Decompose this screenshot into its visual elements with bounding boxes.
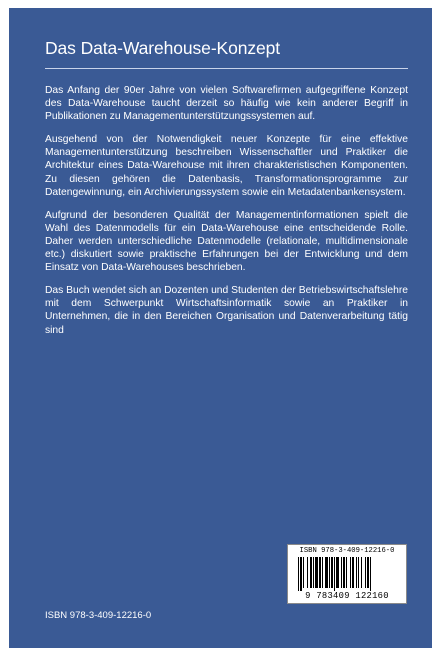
blurb-paragraph-1: Das Anfang der 90er Jahre von vielen Softwarefirmen aufgegriffene Konzept des Data-Warehouse taucht derzeit so häufig wie kein anderer Begriff in Publikationen zu Managementunterstützungssystemen auf. — [45, 85, 408, 123]
blurb-paragraph-2: Ausgehend von der Notwendigkeit neuer Konzepte für eine effektive Managementunterstützung beschreiben Wissenschaftler und Praktiker die Architektur eines Data-Warehouse mit ihren charakteristischen Komponenten. Zu diesen gehören die Datenbasis, Transformationsprogramme zur Datengewinnung, ein Archivierungssystem sowie ein Metadatenbankensystem. — [45, 134, 408, 198]
barcode-bar — [367, 557, 369, 588]
isbn-label: ISBN 978-3-409-12216-0 — [45, 610, 152, 621]
barcode-bar — [356, 557, 357, 588]
barcode-bar — [358, 557, 359, 588]
blurb — [45, 84, 408, 347]
barcode-bar — [313, 557, 314, 588]
barcode-bar — [336, 557, 339, 588]
barcode-bar — [352, 557, 354, 588]
barcode-bar — [319, 557, 321, 588]
barcode-bar — [350, 557, 351, 588]
barcode-bar — [298, 557, 299, 591]
barcode-bar — [346, 557, 347, 588]
barcode-bar — [370, 557, 371, 591]
barcode-bar — [322, 557, 323, 588]
barcode-bars — [298, 557, 398, 591]
blurb-paragraph-4: Das Buch wendet sich an Dozenten und Studenten der Betriebswirtschaftslehre mit dem Schwerpunkt Wirtschaftsinformatik sowie an Praktiker in Unternehmen, die in den Bereichen Organisation und Datenverarbeitung tätig sind — [45, 285, 408, 336]
barcode-bar — [325, 557, 328, 588]
barcode-isbn: ISBN 978-3-409-12216-0 — [299, 547, 395, 555]
barcode-bar — [329, 557, 330, 588]
barcode-bar — [300, 557, 302, 591]
barcode-bar — [331, 557, 333, 588]
barcode — [287, 544, 407, 604]
barcode-bar — [365, 557, 366, 588]
barcode-bar — [307, 557, 308, 588]
book-title: Das Data-Warehouse-Konzept — [45, 38, 281, 58]
barcode-bar — [343, 557, 345, 588]
barcode-bar — [303, 557, 304, 588]
barcode-bar — [361, 557, 362, 588]
barcode-bar — [341, 557, 342, 588]
barcode-number: 9 783409 122160 — [305, 591, 389, 601]
title-divider — [45, 68, 408, 69]
barcode-bar — [315, 557, 318, 588]
barcode-bar — [310, 557, 312, 588]
barcode-bar — [334, 557, 335, 591]
blurb-paragraph-3: Aufgrund der besonderen Qualität der Managementinformationen spielt die Wahl des Datenmodells für ein Data-Warehouse eine entscheidende Rolle. Daher werden unterschiedliche Datenmodelle (relationale, multidimensionale etc.) diskutiert sowie praktische Erfahrungen bei der Entwicklung und dem Einsatz von Data-Warehouses beschrieben. — [45, 209, 408, 274]
